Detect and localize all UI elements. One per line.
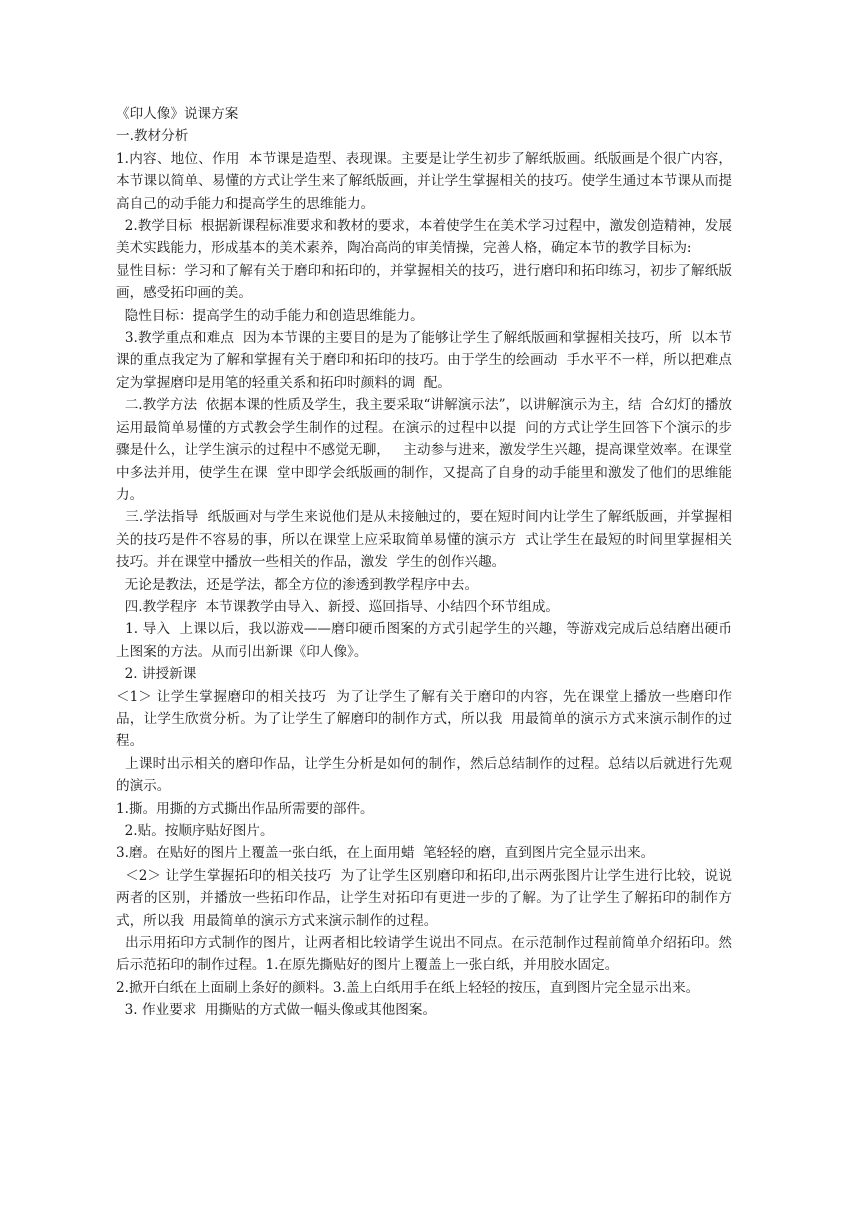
paragraph: 隐性目标：提高学生的动手能力和创造思维能力。 — [116, 307, 424, 324]
paragraph: 上课时出示相关的磨印作品，让学生分析是如何的制作，然后总结制作的过程。总结以后就进行先观的演示。 — [116, 755, 732, 795]
paragraph: 3.教学重点和难点 因为本节课的主要目的是为了能够让学生了解纸版画和掌握相关技巧，所 以本节课的重点我定为了解和掌握有关于磨印和拓印的技巧。由于学生的绘画动 手水平不一样，所以把难点定为掌握磨印是用笔的轻重关系和拓印时颜料的调 配。 — [116, 330, 732, 391]
paragraph: 二.教学方法 依据本课的性质及学生，我主要采取“讲解演示法”，以讲解演示为主，结 合幻灯的播放运用最简单易懂的方式教会学生制作的过程。在演示的过程中以提 问的方式让学生回答下个演示的步骤是什么，让学生演示的过程中不感觉无聊， 主动参与进来，激发学生兴趣，提高课堂效率。在课堂中多法并用，使学生在课 堂中即学会纸版画的制作，又提高了自身的动手能里和激发了他们的思维能力。 — [116, 397, 732, 503]
paragraph: 一.教材分析 — [116, 128, 189, 145]
paragraph: 2.掀开白纸在上面刷上条好的颜料。3.盖上白纸用手在纸上轻轻的按压，直到图片完全显示出来。 — [116, 979, 700, 996]
paragraph: 1. 导入 上课以后，我以游戏——磨印硬币图案的方式引起学生的兴趣，等游戏完成后总结磨出硬币上图案的方法。从而引出新课《印人像》。 — [116, 621, 732, 660]
paragraph: 三.学法指导 纸版画对与学生来说他们是从未接触过的，要在短时间内让学生了解纸版画，并掌握相关的技巧是件不容易的事，所以在课堂上应采取简单易懂的演示方 式让学生在最短的时间里掌握相关技巧。并在课堂中播放一些相关的作品，激发 学生的创作兴趣。 — [116, 509, 732, 571]
document-body — [116, 103, 732, 1022]
paragraph: 2.贴。按顺序贴好图片。 — [116, 823, 274, 839]
paragraph: 显性目标：学习和了解有关于磨印和拓印的，并掌握相关的技巧，进行磨印和拓印练习，初步了解纸版画，感受拓印画的美。 — [116, 262, 732, 302]
paragraph: ＜2＞ 让学生掌握拓印的相关技巧 为了让学生区别磨印和拓印,出示两张图片让学生进行比较，说说两者的区别，并播放一些拓印作品，让学生对拓印有更进一步的了解。为了让学生了解拓印的制作方式，所以我 用最简单的演示方式来演示制作的过程。 — [116, 867, 732, 929]
paragraph: 1.撕。用撕的方式撕出作品所需要的部件。 — [116, 800, 374, 817]
paragraph: 无论是教法，还是学法，都全方位的渗透到教学程序中去。 — [116, 576, 479, 593]
document-title: 《印人像》说课方案 — [116, 106, 239, 122]
paragraph: ＜1＞ 让学生掌握磨印的相关技巧 为了让学生了解有关于磨印的内容，先在课堂上播放一些磨印作品，让学生欣赏分析。为了让学生了解磨印的制作方式，所以我 用最简单的演示方式来演示制作的过程。 — [116, 688, 732, 750]
paragraph: 四.教学程序 本节课教学由导入、新授、巡回指导、小结四个环节组成。 — [116, 598, 560, 615]
paragraph: 2. 讲授新课 — [116, 666, 197, 683]
paragraph: 3. 作业要求 用撕贴的方式做一幅头像或其他图案。 — [116, 1002, 437, 1019]
paragraph: 3.磨。在贴好的图片上覆盖一张白纸，在上面用蜡 笔轻轻的磨，直到图片完全显示出来。 — [116, 845, 655, 862]
paragraph: 2.教学目标 根据新课程标准要求和教材的要求，本着使学生在美术学习过程中，激发创造精神，发展美术实践能力，形成基本的美术素养，陶冶高尚的审美情操，完善人格，确定本节的教学目标为: — [116, 218, 732, 257]
paragraph: 出示用拓印方式制作的图片，让两者相比较请学生说出不同点。在示范制作过程前简单介绍拓印。然后示范拓印的制作过程。1.在原先撕贴好的图片上覆盖上一张白纸，并用胶水固定。 — [116, 935, 732, 974]
paragraph: 1.内容、地位、作用 本节课是造型、表现课。主要是让学生初步了解纸版画。纸版画是个很广内容，本节课以简单、易懂的方式让学生来了解纸版画，并让学生掌握相关的技巧。使学生通过本节课从而提高自己的动手能力和提高学生的思维能力。 — [116, 150, 732, 212]
